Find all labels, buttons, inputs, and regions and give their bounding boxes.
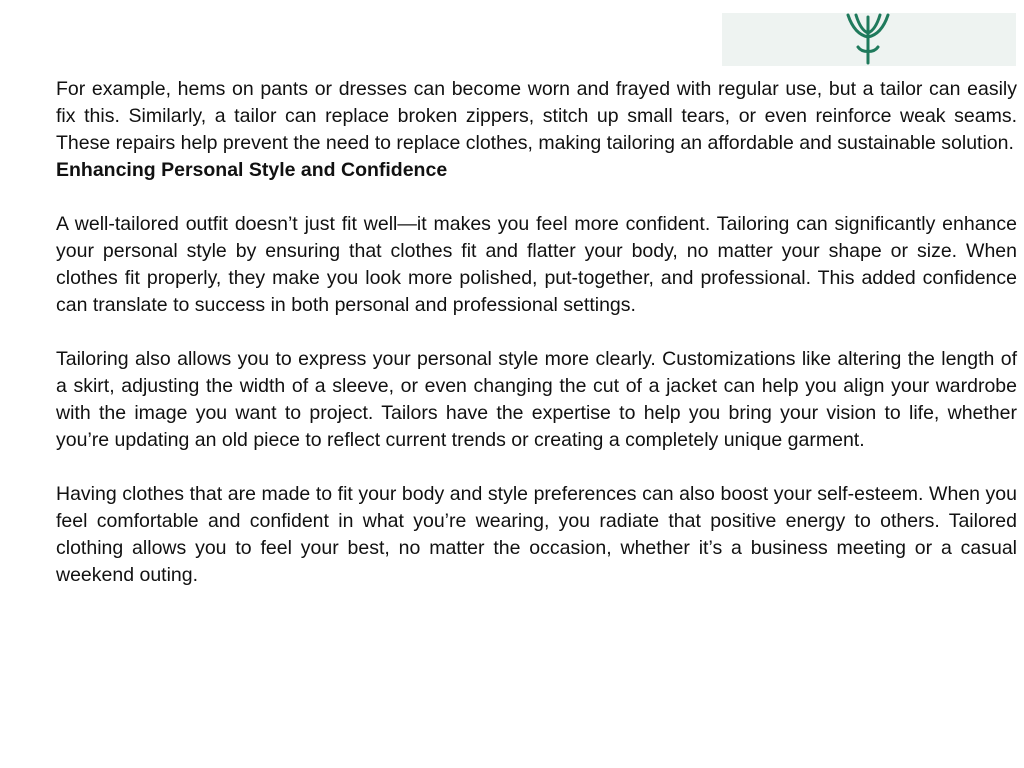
spacer bbox=[56, 319, 1017, 346]
section-heading: Enhancing Personal Style and Confidence bbox=[56, 159, 448, 181]
spacer bbox=[56, 184, 1017, 211]
paragraph-confidence: A well-tailored outfit doesn’t just fit well—it makes you feel more confident. Tailoring can significantly enhance your personal style by ensuring that clothes fit and flatter your body, no matter your shape or size. When clothes fit properly, they make you look more polished, put-together, and professional. This added confidence can translate to success in both personal and professional settings. bbox=[56, 213, 1017, 316]
spacer bbox=[56, 454, 1017, 481]
article-body bbox=[56, 76, 1017, 589]
logo-banner bbox=[722, 13, 1016, 66]
paragraph-self-esteem: Having clothes that are made to fit your body and style preferences can also boost your self-esteem. When you feel comfortable and confident in what you’re wearing, you radiate that positive energy to others. Tailored clothing allows you to feel your best, no matter the occasion, whether it’s a business meeting or a casual weekend outing. bbox=[56, 483, 1017, 586]
paragraph-personal-style: Tailoring also allows you to express your personal style more clearly. Customizations like altering the length of a skirt, adjusting the width of a sleeve, or even changing the cut of a jacket can help you align your wardrobe with the image you want to project. Tailors have the expertise to help you bring your vision to life, whether you’re updating an old piece to reflect current trends or creating a completely unique garment. bbox=[56, 348, 1017, 451]
trident-monogram-icon bbox=[840, 13, 896, 66]
paragraph-repairs: For example, hems on pants or dresses can become worn and frayed with regular use, but a tailor can easily fix this. Similarly, a tailor can replace broken zippers, stitch up small tears, or even reinforce weak seams. These repairs help prevent the need to replace clothes, making tailoring an affordable and sustainable solution. bbox=[56, 78, 1017, 154]
